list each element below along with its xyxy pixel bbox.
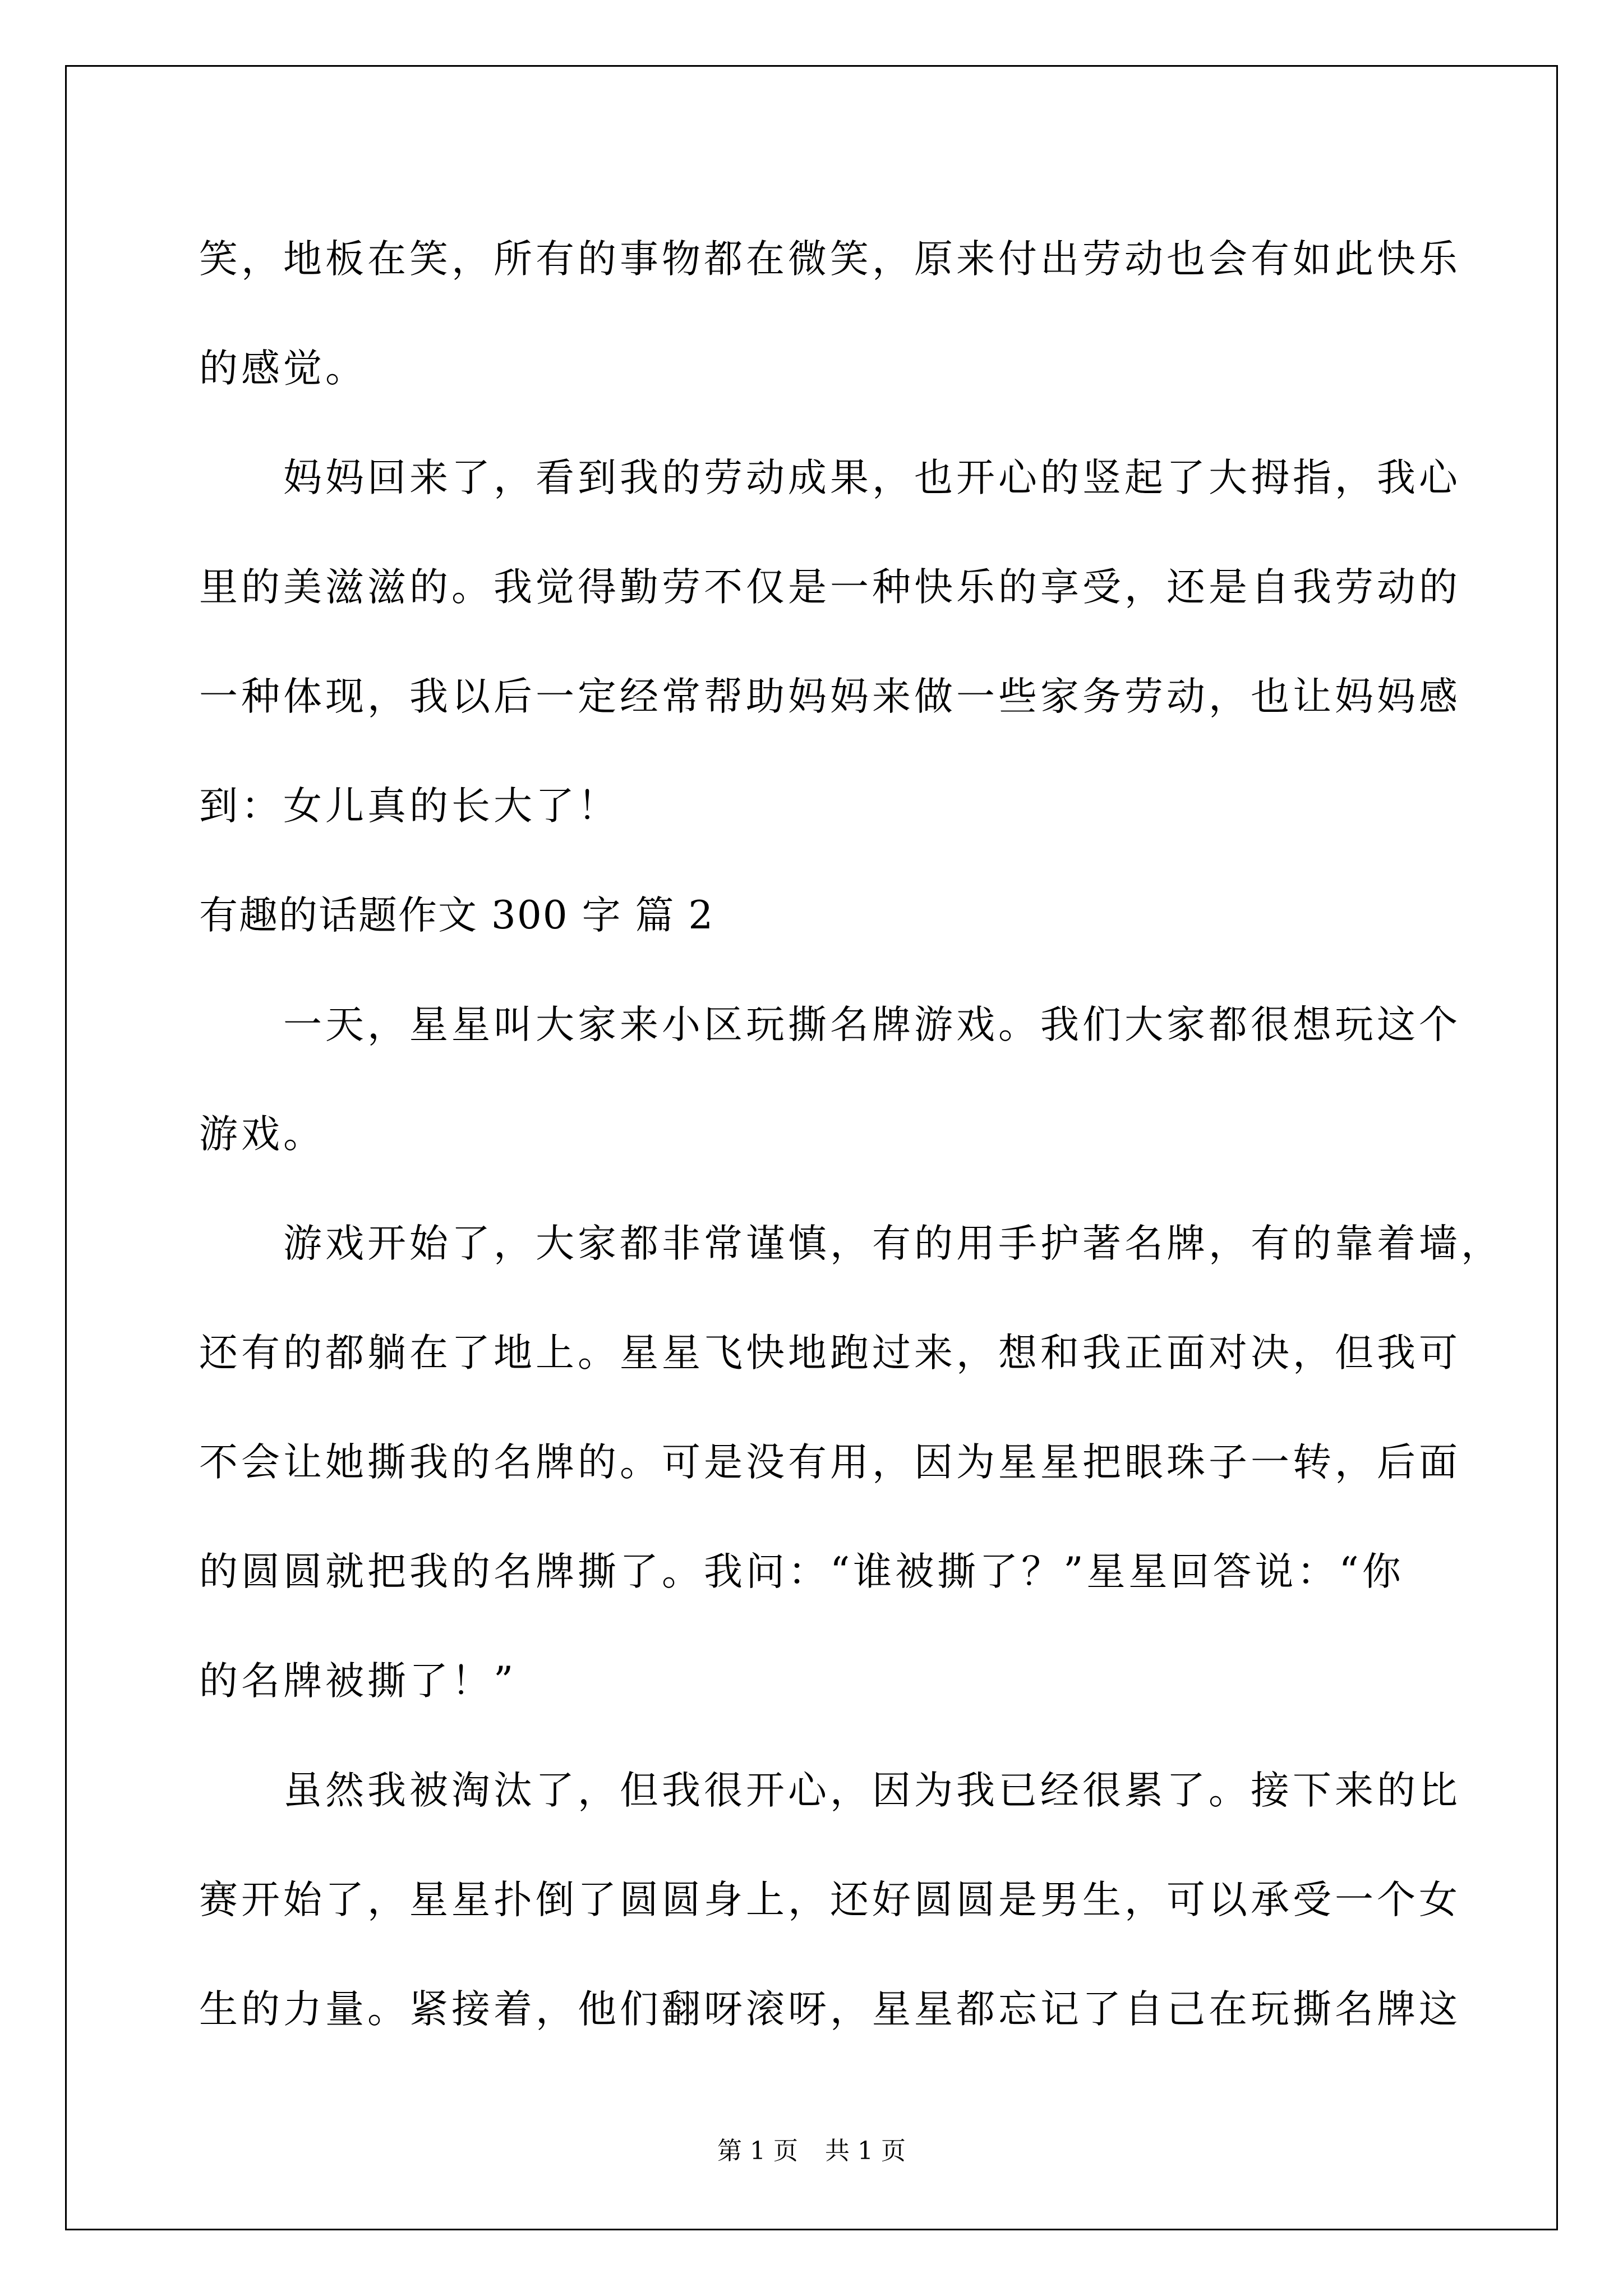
paragraph-line: 的名牌被撕了！”: [199, 1659, 517, 1704]
paragraph-line: 一天，星星叫大家来小区玩撕名牌游戏。我们大家都很想玩这个: [283, 1002, 1461, 1047]
page-footer: [0, 2134, 1623, 2168]
paragraph-line: 妈妈回来了，看到我的劳动成果，也开心的竖起了大拇指，我心: [283, 455, 1461, 500]
document-body: [199, 205, 1503, 2064]
paragraph-line: 生的力量。紧接着，他们翻呀滚呀，星星都忘记了自己在玩撕名牌这: [199, 1987, 1461, 2032]
paragraph-line: 不会让她撕我的名牌的。可是没有用，因为星星把眼珠子一转，后面: [199, 1440, 1461, 1485]
paragraph-line: 的圆圆就把我的名牌撕了。我问：“谁被撕了？”星星回答说：“你: [199, 1549, 1404, 1594]
paragraph-line: 的感觉。: [199, 346, 367, 391]
paragraph-line: 里的美滋滋的。我觉得勤劳不仅是一种快乐的享受，还是自我劳动的: [199, 565, 1461, 610]
paragraph-line: 赛开始了，星星扑倒了圆圆身上，还好圆圆是男生，可以承受一个女: [199, 1878, 1461, 1922]
paragraph-line: 笑，地板在笑，所有的事物都在微笑，原来付出劳动也会有如此快乐: [199, 237, 1461, 282]
section-heading: 有趣的话题作文 300 字 篇 2: [199, 893, 714, 938]
paragraph-line: 游戏。: [199, 1112, 325, 1157]
page-number: 第 1 页: [717, 2137, 798, 2165]
paragraph-line: 一种体现，我以后一定经常帮助妈妈来做一些家务劳动，也让妈妈感: [199, 674, 1461, 719]
paragraph-line: 还有的都躺在了地上。星星飞快地跑过来，想和我正面对决，但我可: [199, 1331, 1461, 1375]
paragraph-line: 到：女儿真的长大了！: [199, 784, 620, 829]
paragraph-line: 虽然我被淘汰了，但我很开心，因为我已经很累了。接下来的比: [283, 1768, 1461, 1813]
paragraph-line: 游戏开始了，大家都非常谨慎，有的用手护著名牌，有的靠着墙，: [283, 1221, 1503, 1266]
page-total: 共 1 页: [825, 2137, 906, 2165]
